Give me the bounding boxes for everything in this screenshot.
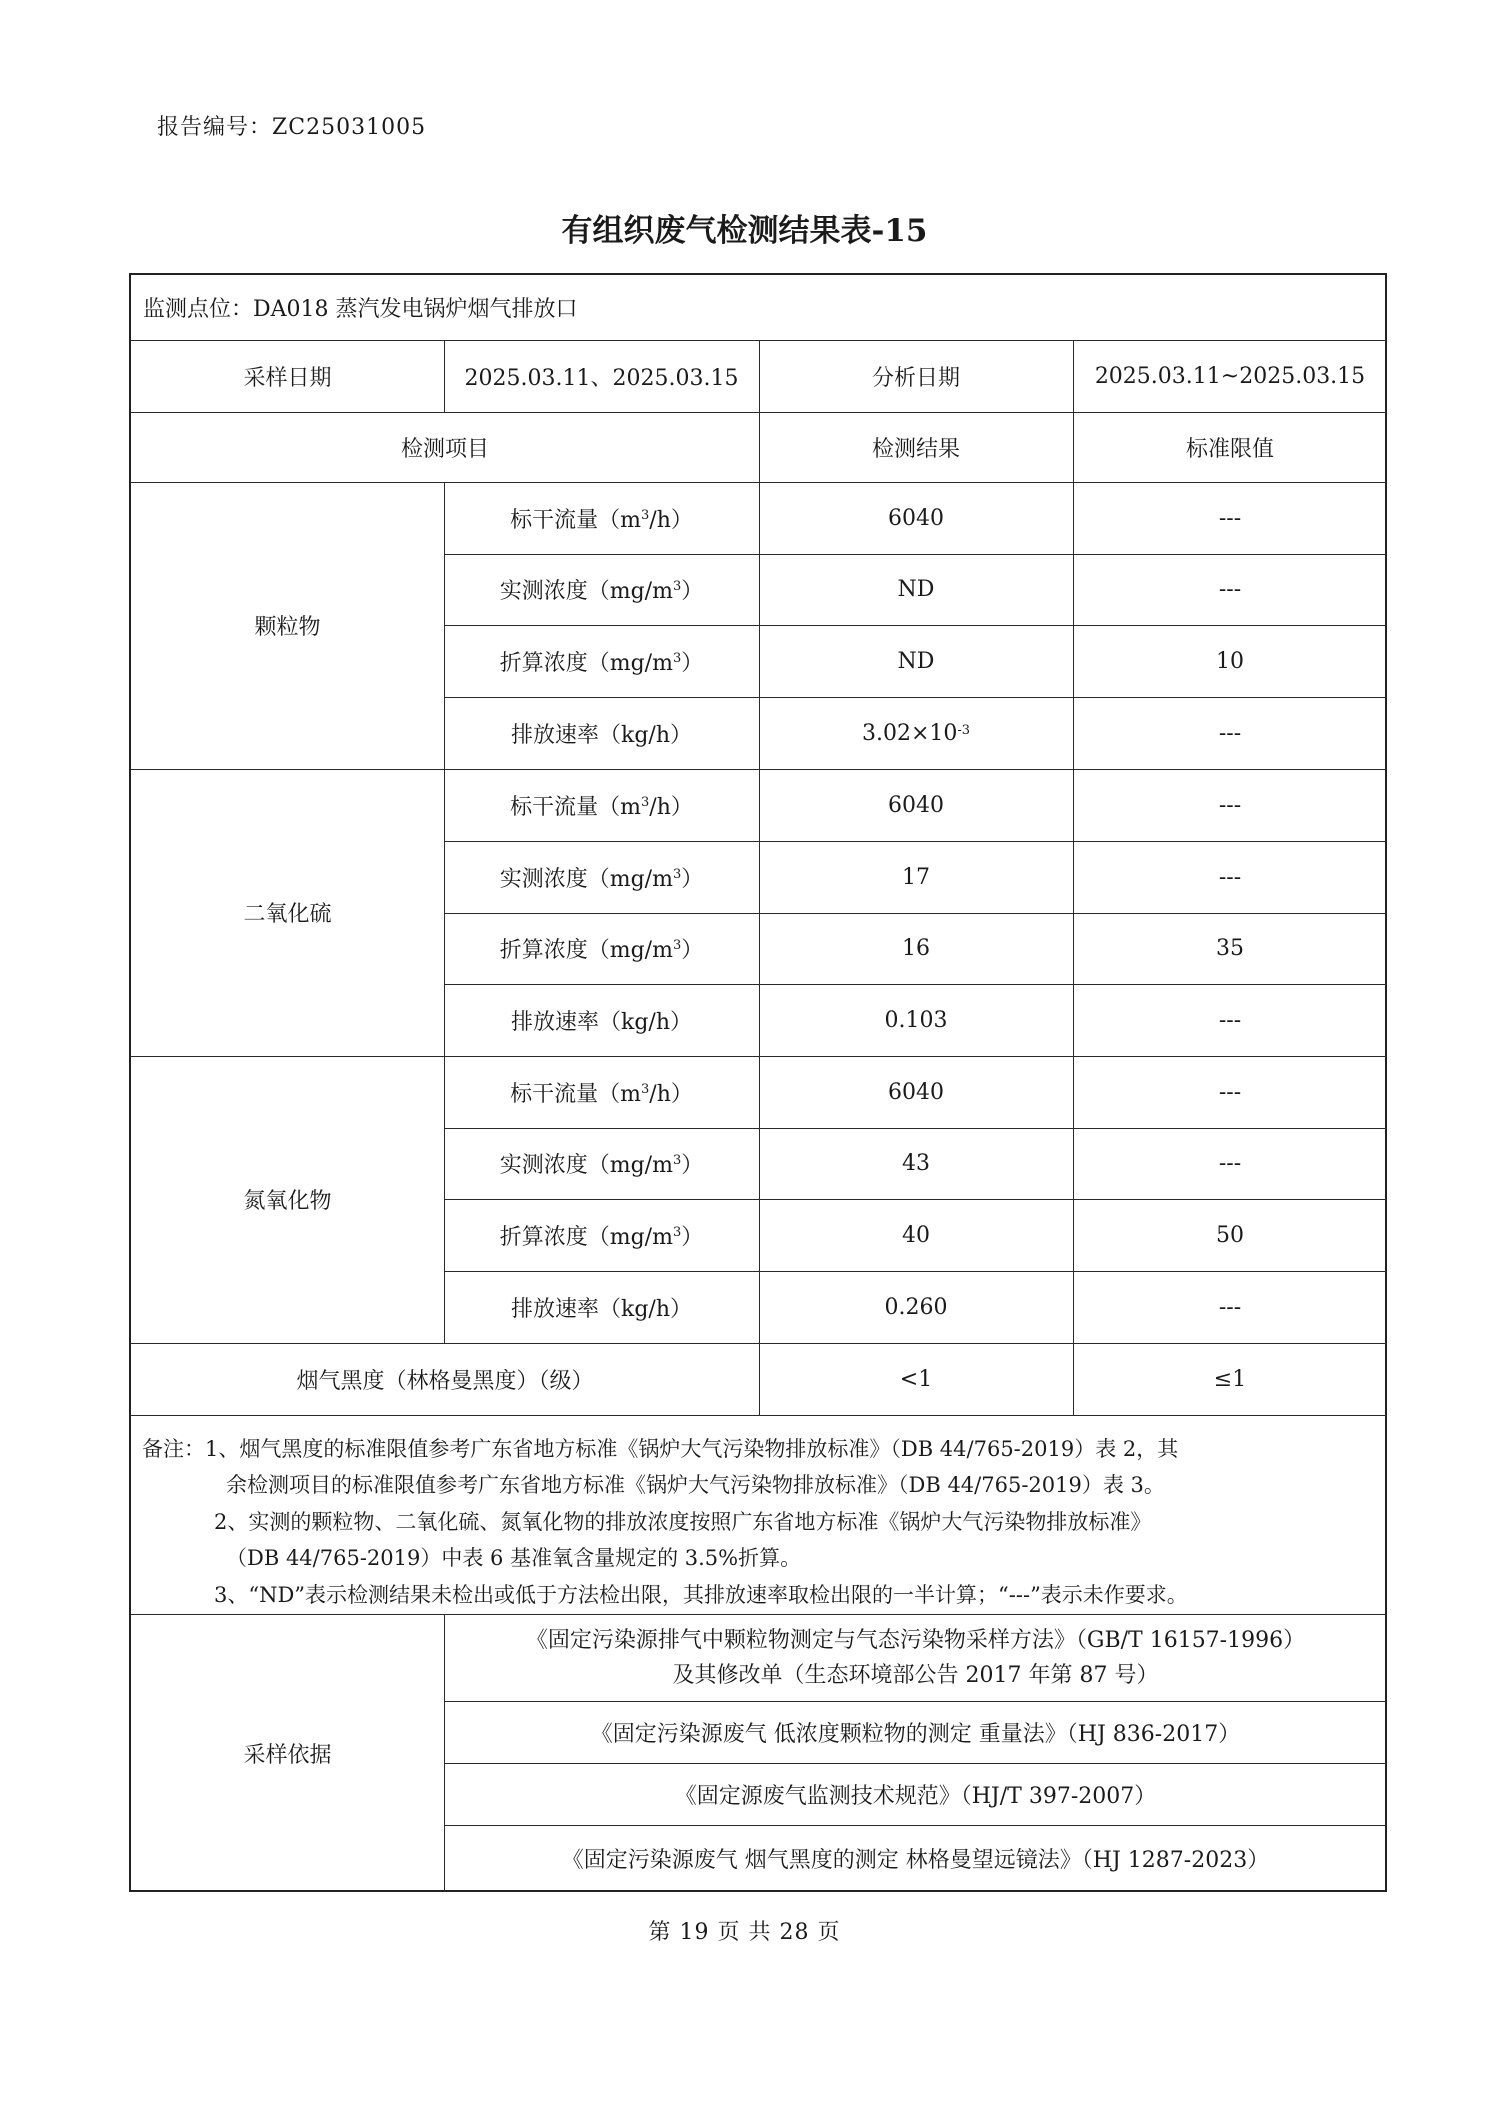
basis-item: 《固定污染源废气 低浓度颗粒物的测定 重量法》（HJ 836-2017） <box>590 1721 1241 1747</box>
param-rate: 排放速率（kg/h） <box>511 1296 692 1322</box>
result-sup: -3 <box>957 722 971 738</box>
result-value: 6040 <box>888 792 944 818</box>
param-flow <box>444 482 759 554</box>
report-number: 报告编号：ZC25031005 <box>157 115 427 140</box>
param-text: 标干流量（m <box>510 507 641 533</box>
remark-line: 3、“ND”表示检测结果未检出或低于方法检出限，其排放速率取检出限的一半计算；“---”表示未作要求。 <box>214 1583 1188 1607</box>
remark-line: 备注：1、烟气黑度的标准限值参考广东省地方标准《锅炉大气污染物排放标准》（DB 44/765-2019）表 2，其 <box>142 1437 1179 1461</box>
param-measured <box>444 1128 759 1199</box>
group-name: 颗粒物 <box>254 615 321 640</box>
result-value: ND <box>897 577 935 602</box>
result-value: 43 <box>902 1151 930 1176</box>
param-text: 实测浓度（mg/m <box>499 579 673 604</box>
sampling-date-label: 采样日期 <box>243 365 332 391</box>
results-table <box>129 273 1387 1892</box>
remark-line: 2、实测的颗粒物、二氧化硫、氮氧化物的排放浓度按照广东省地方标准《锅炉大气污染物排放标准》 <box>214 1510 1152 1534</box>
param-sup: 3 <box>641 1081 650 1097</box>
basis-line: 《固定污染源排气中颗粒物测定与气态污染物采样方法》（GB/T 16157-1996） <box>525 1627 1306 1653</box>
param-flow <box>444 769 759 841</box>
limit-value: 50 <box>1216 1222 1244 1248</box>
analysis-date-label: 分析日期 <box>871 365 960 391</box>
result-value: 16 <box>902 936 930 961</box>
limit-value: --- <box>1218 577 1242 602</box>
page-title: 有组织废气检测结果表-15 <box>561 213 928 249</box>
param-rate: 排放速率（kg/h） <box>511 1009 692 1035</box>
smoke-limit: ≤1 <box>1213 1366 1247 1392</box>
limit-value: --- <box>1218 792 1242 818</box>
param-text: ） <box>681 1224 704 1250</box>
header-limit: 标准限值 <box>1185 436 1274 462</box>
limit-value: --- <box>1218 1151 1242 1176</box>
param-sup: 3 <box>641 794 650 810</box>
result-value: 17 <box>902 864 930 890</box>
smoke-result: <1 <box>899 1366 933 1392</box>
rule <box>131 1415 1387 1416</box>
result-value: 6040 <box>888 1079 944 1105</box>
page-footer: 第 19 页 共 28 页 <box>648 1920 841 1945</box>
param-converted <box>444 1199 759 1271</box>
smoke-label: 烟气黑度（林格曼黑度）（级） <box>296 1368 594 1394</box>
limit-value: 10 <box>1216 648 1244 674</box>
group-name: 二氧化硫 <box>243 902 332 927</box>
limit-value: --- <box>1218 720 1242 746</box>
param-text: 实测浓度（mg/m <box>499 866 673 892</box>
param-sup: 3 <box>672 866 682 882</box>
basis-item: 《固定污染源废气 烟气黑度的测定 林格曼望远镜法》（HJ 1287-2023） <box>561 1848 1270 1873</box>
param-text: /h） <box>649 507 693 533</box>
param-text: 实测浓度（mg/m <box>499 1153 673 1178</box>
param-text: 折算浓度（mg/m <box>499 1224 673 1250</box>
basis-line: 及其修改单（生态环境部公告 2017 年第 87 号） <box>672 1662 1159 1688</box>
limit-value: 35 <box>1216 936 1244 961</box>
param-rate: 排放速率（kg/h） <box>511 722 692 748</box>
analysis-date-value: 2025.03.11~2025.03.15 <box>1094 363 1366 389</box>
param-text: /h） <box>649 794 693 820</box>
remark-line: （DB 44/765-2019）中表 6 基准氧含量规定的 3.5%折算。 <box>226 1546 802 1570</box>
result-value: 40 <box>902 1222 930 1248</box>
param-flow <box>444 1056 759 1128</box>
param-text: ） <box>681 579 704 604</box>
param-sup: 3 <box>641 507 650 523</box>
param-measured <box>444 841 759 913</box>
param-text: ） <box>681 866 704 892</box>
result-value: 6040 <box>888 505 944 531</box>
result-value: 0.260 <box>884 1294 948 1320</box>
basis-item: 《固定源废气监测技术规范》（HJ/T 397-2007） <box>674 1783 1157 1809</box>
param-text: 折算浓度（mg/m <box>499 938 673 963</box>
param-sup: 3 <box>672 579 682 594</box>
limit-value: --- <box>1218 505 1242 531</box>
param-text: /h） <box>649 1081 693 1107</box>
result-text: 3.02×10 <box>861 720 958 746</box>
basis-item <box>444 1614 1387 1701</box>
param-converted <box>444 625 759 697</box>
param-text: 折算浓度（mg/m <box>499 650 673 676</box>
param-measured <box>444 554 759 625</box>
group-name: 氮氧化物 <box>243 1189 332 1214</box>
param-text: ） <box>681 650 704 676</box>
limit-value: --- <box>1218 1007 1242 1033</box>
param-sup: 3 <box>672 1153 682 1168</box>
limit-value: --- <box>1218 1294 1242 1320</box>
param-text: ） <box>681 938 704 963</box>
param-text: 标干流量（m <box>510 794 641 820</box>
param-sup: 3 <box>672 1224 682 1240</box>
header-result: 检测结果 <box>871 436 960 462</box>
result-value: 0.103 <box>884 1007 948 1033</box>
limit-value: --- <box>1218 1079 1242 1105</box>
param-sup: 3 <box>672 938 682 953</box>
param-text: 标干流量（m <box>510 1081 641 1107</box>
result-value: ND <box>897 648 935 674</box>
param-converted <box>444 913 759 984</box>
monitoring-point: 监测点位：DA018 蒸汽发电锅炉烟气排放口 <box>143 297 578 322</box>
sampling-date-value: 2025.03.11、2025.03.15 <box>464 365 739 391</box>
param-sup: 3 <box>672 650 682 666</box>
basis-label: 采样依据 <box>243 1742 332 1768</box>
remark-line: 余检测项目的标准限值参考广东省地方标准《锅炉大气污染物排放标准》（DB 44/765-2019）表 3。 <box>226 1473 1165 1497</box>
header-item: 检测项目 <box>400 436 489 462</box>
param-text: ） <box>681 1153 704 1178</box>
result-value <box>759 697 1073 769</box>
limit-value: --- <box>1218 864 1242 890</box>
